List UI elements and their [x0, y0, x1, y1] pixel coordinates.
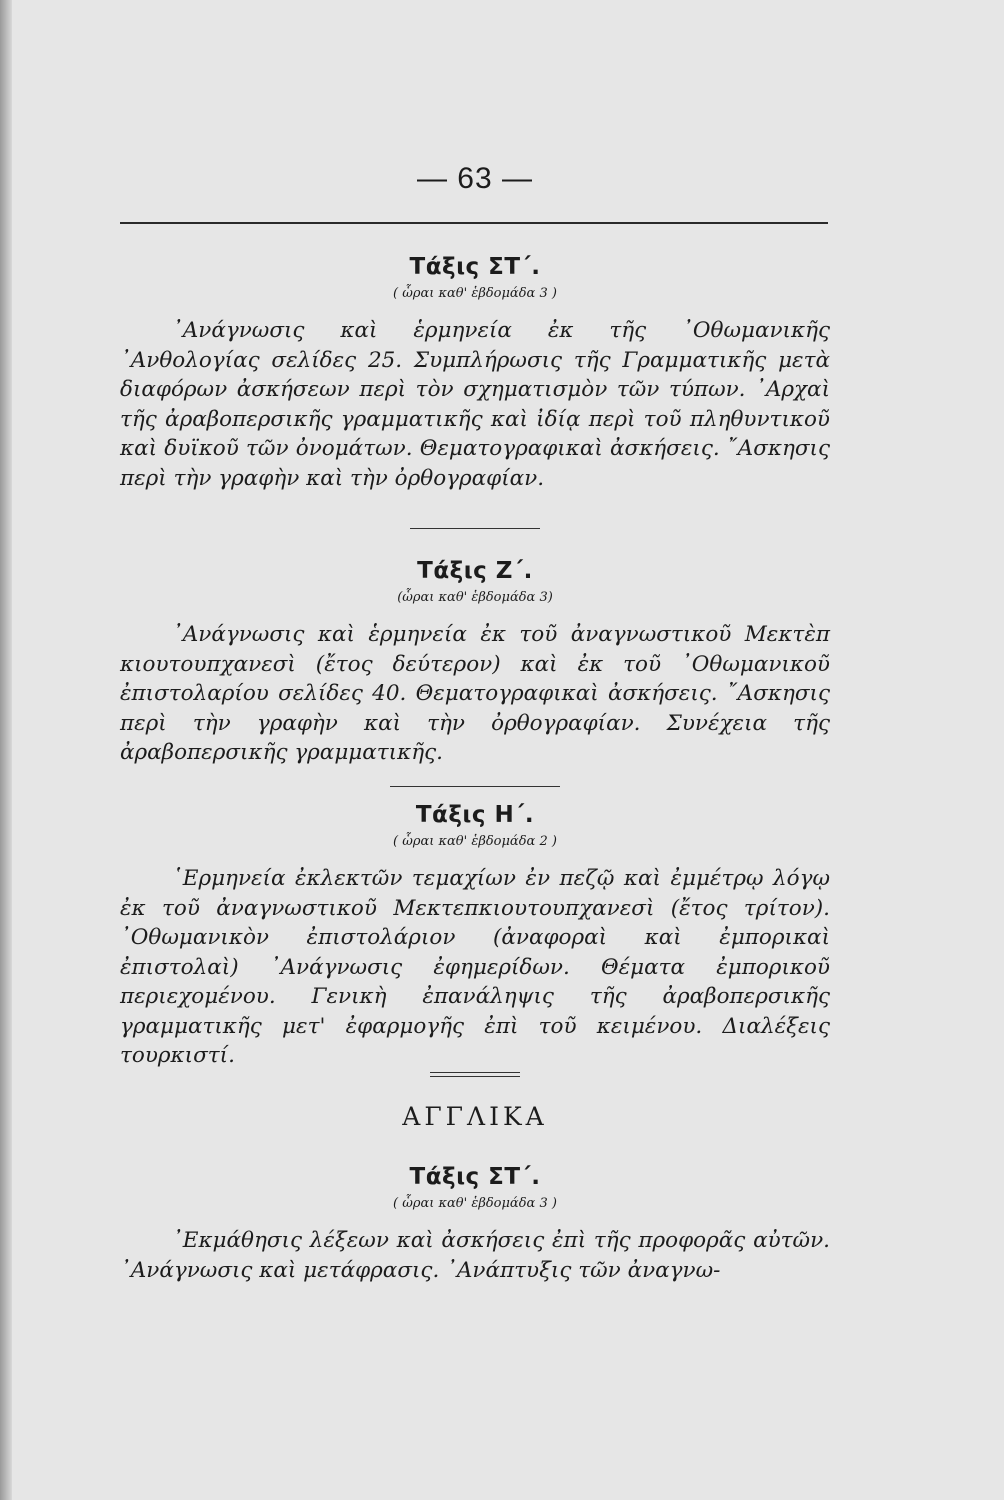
section-class-6	[120, 252, 830, 493]
page-edge-shadow	[0, 0, 12, 1500]
section-body: ᾿Ανάγνωσις καὶ ἑρμηνεία ἐκ τῆς ᾿Οθωμανικῆς ᾿Ανθολογίας σελίδες 25. Συμπλήρωσις τῆς Γραμματικῆς μετὰ διαφόρων ἀσκήσεων περὶ τὸν σχηματισμὸν τῶν τύπων. ᾿Αρχαὶ τῆς ἀραβοπερσικῆς γραμματικῆς καὶ ἰδίᾳ περὶ τοῦ πληθυντικοῦ καὶ δυϊκοῦ τῶν ὀνομάτων. Θεματογραφικαὶ ἀσκήσεις. ῎Ασκησις περὶ τὴν γραφὴν καὶ τὴν ὀρθογραφίαν.	[120, 318, 830, 491]
section-heading: Τάξις Ζ΄.	[417, 558, 533, 584]
weekly-hours: ( ὧραι καθ' ἑβδομάδα 3 )	[393, 286, 557, 301]
section-body: ᾿Εκμάθησις λέξεων καὶ ἀσκήσεις ἐπὶ τῆς προφορᾶς αὐτῶν. ᾿Ανάγνωσις καὶ μετάφρασις. ᾿Ανάπτυξις τῶν ἀναγνω-	[120, 1228, 830, 1283]
subject-heading: ΑΓΓΛΙΚΑ	[402, 1102, 548, 1131]
weekly-hours: ( ὧραι καθ' ἑβδομάδα 3 )	[393, 1196, 557, 1211]
page-number: — 63 —	[416, 162, 534, 195]
section-heading: Τάξις Η΄.	[415, 802, 535, 828]
section-body: ᾿Ανάγνωσις καὶ ἑρμηνεία ἐκ τοῦ ἀναγνωστικοῦ Μεκτὲπ κιουτουπχανεσὶ (ἔτος δεύτερον) καὶ ἐκ τοῦ ᾿Οθωμανικοῦ ἐπιστολαρίου σελίδες 40. Θεματογραφικαὶ ἀσκήσεις. ῎Ασκησις περὶ τὴν γραφὴν καὶ τὴν ὀρθογραφίαν. Συνέχεια τῆς ἀραβοπερσικῆς γραμματικῆς.	[120, 622, 830, 765]
section-class-8	[120, 800, 830, 1071]
section-heading: Τάξις ΣΤ΄.	[409, 254, 541, 280]
header-rule	[120, 222, 828, 224]
weekly-hours: ( ὧραι καθ' ἑβδομάδα 2 )	[393, 834, 557, 849]
section-english-class-6	[120, 1162, 830, 1285]
section-heading: Τάξις ΣΤ΄.	[409, 1164, 541, 1190]
document-page	[120, 0, 830, 1500]
weekly-hours: (ὧραι καθ' ἑβδομάδα 3)	[397, 590, 553, 605]
section-body: ῾Ερμηνεία ἐκλεκτῶν τεμαχίων ἐν πεζῷ καὶ ἐμμέτρῳ λόγῳ ἐκ τοῦ ἀναγνωστικοῦ Μεκτεπκιουτουπχανεσὶ (ἔτος τρίτον). ᾿Οθωμανικὸν ἐπιστολάριον (ἀναφοραὶ καὶ ἐμπορικαὶ ἐπιστολαὶ) ᾿Ανάγνωσις ἐφημερίδων. Θέματα ἐμπορικοῦ περιεχομένου. Γενικὴ ἐπανάληψις τῆς ἀραβοπερσικῆς γραμματικῆς μετ' ἐφαρμογῆς ἐπὶ τοῦ κειμένου. Διαλέξεις τουρκιστί.	[120, 866, 830, 1068]
section-class-7	[120, 556, 830, 768]
